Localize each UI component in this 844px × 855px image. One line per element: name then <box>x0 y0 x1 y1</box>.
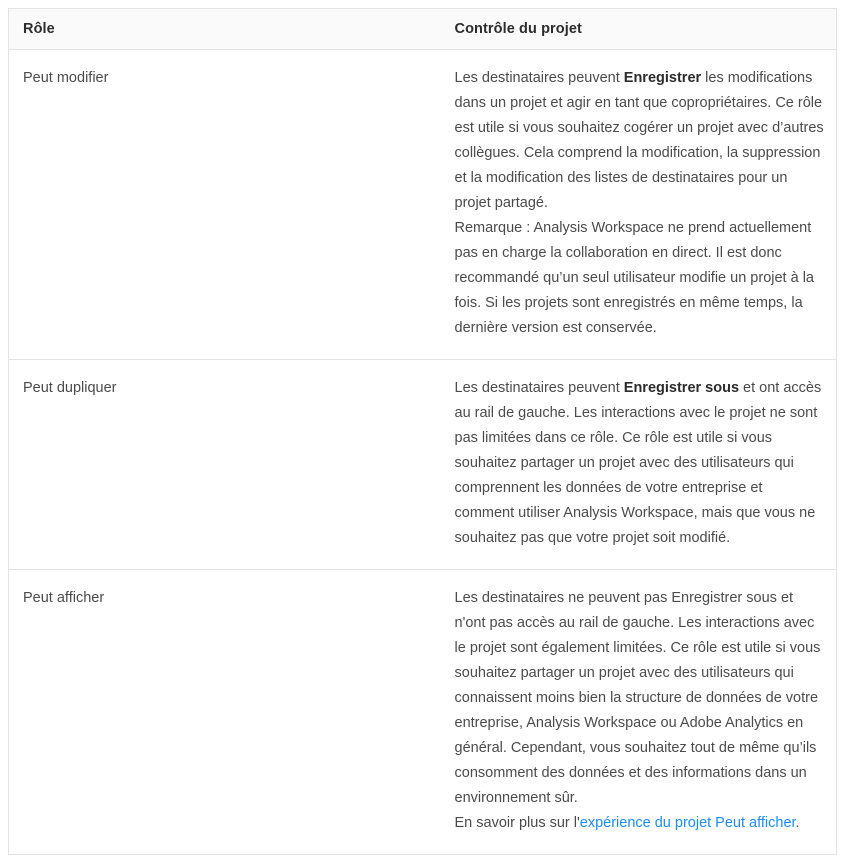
learn-more-paragraph <box>455 811 825 836</box>
role-name-can-duplicate: Peut dupliquer <box>9 360 433 570</box>
role-name-can-view: Peut afficher <box>9 570 433 855</box>
table-row <box>9 50 837 360</box>
learn-more-suffix: . <box>795 815 800 831</box>
role-description-can-edit <box>433 50 837 360</box>
table-body <box>9 50 837 855</box>
description-text-lead: Les destinataires peuvent <box>454 380 624 396</box>
table-row <box>9 360 837 570</box>
description-paragraph: Les destinataires ne peuvent pas Enregistrer sous et n'ont pas accès au rail de gauche. Les interactions avec le projet sont également limitées. Ce rôle est utile si vous souhaitez partager un projet avec des utilisateurs qui connaissent moins bien la structure de données de votre entreprise, Analysis Workspace ou Adobe Analytics en général. Cependant, vous souhaitez tout de même qu’ils consomment des données et des informations dans un environnement sûr. <box>454 590 821 806</box>
can-view-experience-link[interactable]: expérience du projet Peut afficher <box>579 815 796 831</box>
description-paragraph <box>455 376 825 551</box>
description-text-rest: et ont accès au rail de gauche. Les interactions avec le projet ne sont pas limitées dans ce rôle. Ce rôle est utile si vous souhaitez partager un projet avec des utilisateurs qui comprennent les données de votre entreprise et comment utiliser Analysis Workspace, mais que vous ne souhaitez pas que votre projet soit modifié. <box>454 380 822 546</box>
description-text-lead: Les destinataires peuvent <box>454 70 624 86</box>
column-header-project-control: Contrôle du projet <box>433 9 837 50</box>
emphasis-save-as: Enregistrer sous <box>623 380 740 396</box>
emphasis-save: Enregistrer <box>623 70 702 86</box>
role-description-can-duplicate <box>433 360 837 570</box>
learn-more-prefix: En savoir plus sur l' <box>454 815 580 831</box>
description-note-paragraph: Remarque : Analysis Workspace ne prend actuellement pas en charge la collaboration en direct. Il est donc recommandé qu’un seul utilisateur modifie un projet à la fois. Si les projets sont enregistrés en même temps, la dernière version est conservée. <box>454 220 814 336</box>
description-paragraph <box>455 66 825 216</box>
table-header <box>9 9 837 50</box>
description-text-rest: les modifications dans un projet et agir en tant que copropriétaires. Ce rôle est utile si vous souhaitez cogérer un projet avec d’autres collègues. Cela comprend la modification, la suppression et la modification des listes de destinataires pour un projet partagé. <box>454 70 824 211</box>
role-description-can-view <box>433 570 837 855</box>
role-name-can-edit: Peut modifier <box>9 50 433 360</box>
table-row <box>9 570 837 855</box>
table-header-row <box>9 9 837 50</box>
project-roles-table <box>8 8 837 855</box>
column-header-role: Rôle <box>9 9 433 50</box>
